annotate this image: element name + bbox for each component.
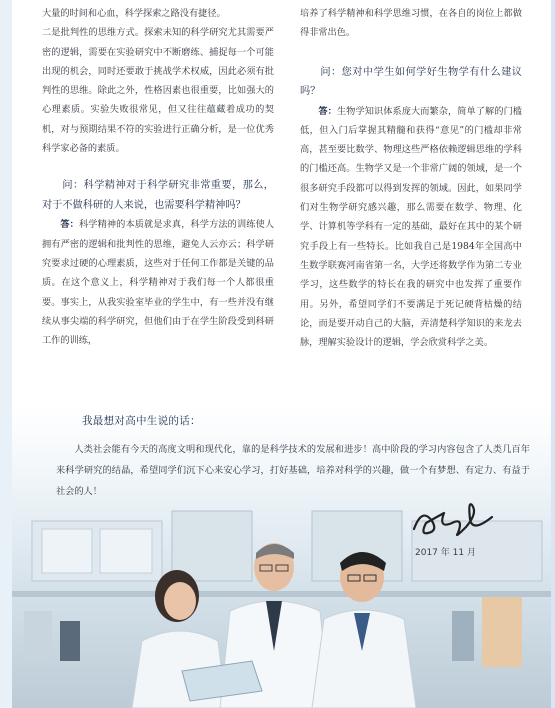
- signature-date: 2017 年 11 月: [415, 548, 476, 558]
- right-text-column: [300, 4, 522, 352]
- left-paragraph-1: 大量的时间和心血，科学探索之路没有捷径。: [42, 8, 226, 19]
- message-to-students: 人类社会能有今天的高度文明和现代化，靠的是科学技术的发展和进步！高中阶段的学习内容包含了人类几百年来科学研究的结晶，希望同学们沉下心来安心学习，打好基础，培养对科学的兴趣，做一个有梦想、有定力、有益于社会的人！: [56, 444, 530, 497]
- answer-lead: 答：: [60, 219, 79, 231]
- signature-image: [408, 499, 498, 541]
- answer-text: 生物学知识体系庞大而繁杂，简单了解的门槛低，但入门后掌握其精髓和获得“意见”的门槛却非常高，甚至要比数学、物理这些严格依赖逻辑思维的学科的门槛还高。生物学又是一个非常广阔的领域，是一个很多研究手段都可以得到发挥的领域。因此，如果同学们对生物学研究感兴趣，那么需要在数学、物理、化学、计算机等学科有一定的基础，最好在其中的某个研究手段上有一些特长。比如我自己是1984年全国高中生数学联赛河南省第一名，大学还将数学作为第二专业学习，这些数学的特长在我的研究中也发挥了重要作用。另外，希望同学们不要满足于死记硬背枯燥的结论，而是要开动自己的大脑，弄清楚科学知识的来龙去脉，理解实验设计的逻辑，学会欣赏科学之美。: [300, 105, 523, 349]
- right-paragraph-1: 培养了科学精神和科学思维习惯，在各自的岗位上都做得非常出色。: [300, 8, 522, 39]
- answer-biology-advice: [300, 102, 522, 353]
- answer-science-spirit: [42, 215, 274, 350]
- photo-banner: [12, 407, 551, 708]
- question-biology-advice: 问：您对中学生如何学好生物学有什么建议吗？: [300, 66, 522, 98]
- left-paragraph-2: 二是批判性的思维方式。探索未知的科学研究尤其需要严密的逻辑，需要在实验研究中不断磨练、捕捉每一个可能出现的机会，同时还要敢于挑战学术权威，因此必须有批判性的思维。除此之外，性格因素也很重要，比如强大的心理素质。实验失败很常见，但又往往蕴藏着成功的契机，对与预期结果不符的实验进行正确分析，是一位优秀科学家必备的素质。: [42, 27, 274, 155]
- page-left-edge: [0, 0, 12, 708]
- banner-title: 我最想对高中生说的话：: [82, 415, 201, 427]
- question-science-spirit: 问：科学精神对于科学研究非常重要，那么，对于不做科研的人来说，也需要科学精神吗？: [42, 180, 274, 211]
- left-text-column: [42, 4, 274, 350]
- answer-text: 科学精神的本质就是求真，科学方法的训练使人拥有严密的逻辑和批判性的思维，避免人云亦云；科学研究要求过硬的心理素质，这些对于任何工作都是关键的品质。在这个意义上，科学精神对于我们每一个人都很重要。事实上，从我实验室毕业的学生中，有一些并没有继续从事尖端的科学研究，但他们由于在学生阶段受到科研工作的训练，: [42, 219, 275, 347]
- page-right-edge: [551, 0, 555, 708]
- answer-lead: 答：: [318, 105, 337, 117]
